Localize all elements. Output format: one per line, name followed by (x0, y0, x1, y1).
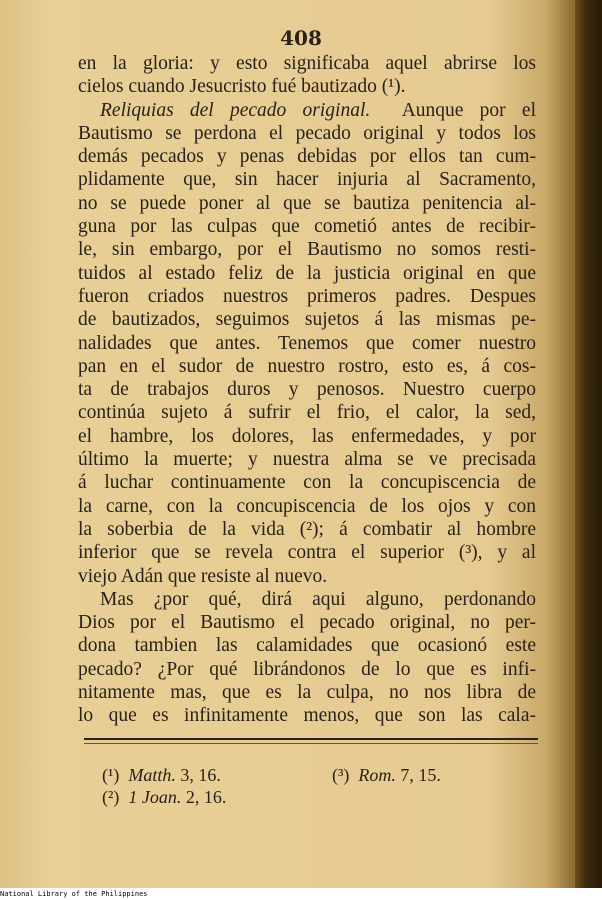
text-line: Dios por el Bautismo el pecado original, no per- (78, 612, 536, 634)
text-line: cielos cuando Jesucristo fué bautizado (¹). (78, 76, 406, 98)
text-line: guna por las culpas que cometió antes de recibir- (78, 216, 536, 238)
text-line: dona tambien las calamidades que ocasionó este (78, 635, 536, 657)
text-line: en la gloria: y esto significaba aquel abrirse los (78, 53, 536, 74)
footnote-mark: (³) (332, 765, 350, 785)
text-line (78, 99, 536, 122)
footnote-location: 3, 16. (180, 765, 221, 785)
text-line: último la muerte; y nuestra alma se ve precisada (78, 449, 536, 471)
text-line: fueron criados nuestros primeros padres. Despues (78, 285, 536, 307)
text-line: le, sin embargo, por el Bautismo no somos resti- (78, 239, 536, 261)
text-line: no se puede poner al que se bautiza penitencia al- (78, 192, 536, 214)
text-line: continúa sujeto á sufrir el frio, el calor, la sed, (78, 402, 536, 424)
footnote-3 (332, 764, 441, 786)
text-line: la soberbia de la vida (²); á combatir al hombre (78, 518, 536, 540)
text-line: de bautizados, seguimos sujetos á las mismas pe- (78, 309, 536, 331)
text-line: demás pecados y penas debidas por ellos tan cum- (78, 146, 536, 168)
footnote-location: 7, 15. (400, 765, 441, 785)
text-line: el hambre, los dolores, las enfermedades, y por (78, 425, 536, 447)
footnote-divider (84, 738, 538, 740)
text-line: la carne, con la concupiscencia de los ojos y con (78, 495, 536, 517)
text-line: Bautismo se perdona el pecado original y todos los (78, 122, 536, 144)
footnote-mark: (²) (102, 787, 120, 807)
footnote-1 (102, 764, 221, 786)
text-line: pan en el sudor de nuestro rostro, esto es, á cos- (78, 355, 536, 377)
text-line: viejo Adán que resiste al nuevo. (78, 565, 328, 587)
library-credit: National Library of the Philippines (0, 890, 148, 898)
footnote-location: 2, 16. (185, 787, 227, 807)
text-line: plidamente que, sin hacer injuria al Sacramento, (78, 169, 536, 191)
footnote-reference: Rom. (358, 765, 396, 785)
text-line: pecado? ¿Por qué librándonos de lo que es infi- (78, 658, 536, 680)
text-line: tuidos al estado feliz de la justicia original en que (78, 262, 536, 284)
footnote-2 (102, 786, 226, 808)
text-line-fragment: Aunque por el (401, 99, 536, 121)
text-line: Mas ¿por qué, dirá aqui alguno, perdonando (100, 588, 536, 610)
text-line: nalidades que antes. Tenemos que comer nuestro (78, 332, 536, 354)
text-line: ta de trabajos duros y penosos. Nuestro cuerpo (78, 379, 536, 401)
page-number: 408 (280, 26, 322, 50)
text-line: inferior que se revela contra el superior (³), y al (78, 542, 536, 564)
text-line: á luchar continuamente con la concupiscencia de (78, 472, 536, 494)
section-heading: Reliquias del pecado original. (100, 99, 371, 121)
book-spine (575, 0, 602, 888)
footnote-reference: Matth. (128, 765, 176, 785)
text-line: lo que es infinitamente menos, que son las cala- (78, 705, 536, 727)
body-text (78, 52, 536, 728)
footnote-reference: 1 Joan. (128, 787, 182, 807)
footnote-mark: (¹) (102, 765, 120, 785)
text-line: nitamente mas, que es la culpa, no nos libra de (78, 682, 536, 704)
footnote-divider-thin (84, 743, 538, 744)
